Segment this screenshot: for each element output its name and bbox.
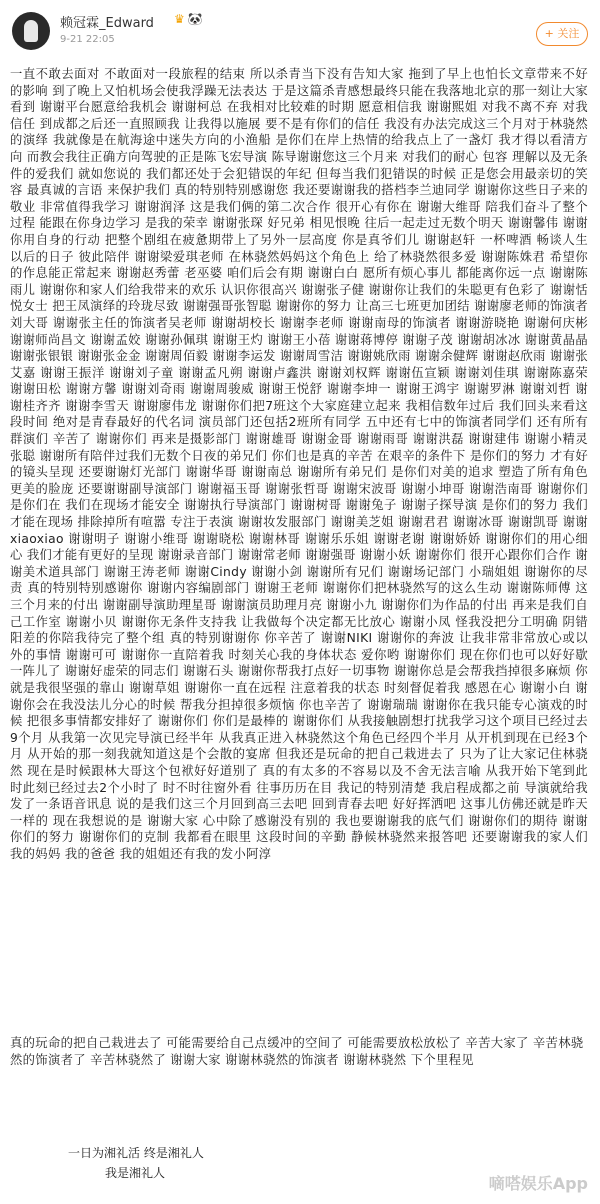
post-closing-text: 真的玩命的把自己栽进去了 可能需要给自己点缓冲的空间了 可能需要放松放松了 辛苦大家了 辛苦林骁然的饰演者了 辛苦林骁然了 谢谢大家 谢谢林骁然的饰演者 谢谢林骁然 下个里程见 <box>10 1036 584 1067</box>
watermark: 嘀嗒娱乐App <box>488 1174 588 1193</box>
post-body-text: 一直不敢去面对 不敢面对一段旅程的结束 所以杀青当下没有告知大家 拖到了早上也怕长文章带来不好的影响 到了晚上又怕机场会使我浮躁无法表达 于是这篇杀青感想最终只能在我落地北京的那一刻让大家看到 谢谢平台愿意给我机会 谢谢柯总 在我相对比较难的时期 愿意相信我 谢谢熙姐 对我不离不弃 对我信任 到成都之后还一直照顾我 让我得以施展 要不是有你们的信任 我没有办法完成这三个月对于林骁然的演绎 我就像是在航海途中迷失方向的小渔船 是你们在岸上热情的给我点上了一盏灯 我才得以看清方向 而教会我往正确方向驾驶的正是陈飞宏导演 陈导谢谢您这三个月来 对我们的耐心 包容 理解以及无条件的爱我们 就如您说的 我们都还处于会犯错误的年纪 但每当我们犯错误的时候 正是您会用最亲切的笑容 最真诚的言语 来保护我们 真的特别特别感谢您 我还要谢谢我的搭档李兰迪同学 谢谢你这些日子来的敬业 非常值得我学习 谢谢润泽 这是我们俩的第二次合作 很开心有你在 谢谢大维哥 陪我们奋斗了整个过程 能跟在你身边学习 是我的荣幸 谢谢张琛 好兄弟 相见恨晚 往后一起走过无数个明天 谢谢馨伟 谢谢你用自身的行动 把整个剧组在疲惫期带上了另外一层高度 你是真爷们儿 谢谢赵轩 一杯啤酒 畅谈人生 以后的日子 彼此陪伴 谢谢梁爱琪老师 在林骁然妈妈这个角色上 给了林骁然很多爱 谢谢陈姝君 希望你的作息能正常起来 谢谢赵秀蕾 老巫婆 咱们后会有期 谢谢白白 愿所有烦心事儿 都能离你远一点 谢谢陈雨儿 谢谢你和家人们给我带来的欢乐 认识你很高兴 谢谢张子健 谢谢你让我们的朱聪更有色彩了 谢谢恬悦女士 把王凤演绎的玲珑尽致 谢谢强哥张智聪 谢谢你的努力 让高三七班更加团结 谢谢廖老师的饰演者刘大哥 谢谢张主任的饰演者吴老师 谢谢胡校长 谢谢李老师 谢谢南母的饰演者 谢谢游晓艳 谢谢何庆彬 谢谢师尚昌文 谢谢孟姣 谢谢孙佩琪 谢谢王灼 谢谢王小蓓 谢谢蒋博停 谢谢子茂 谢谢胡冰冰 谢谢黄晶晶 谢谢张银银 谢谢张金金 谢谢周佰毅 谢谢李运发 谢谢周雪洁 谢谢姚欣雨 谢谢余健辉 谢谢赵欣雨 谢谢张艾嘉 谢谢王振洋 谢谢刘子童 谢谢孟凡朔 谢谢卢鑫洪 谢谢刘权辉 谢谢伍宣颖 谢谢刘佳琪 谢谢陈嘉荣 谢谢田松 谢谢方馨 谢谢刘奇雨 谢谢周骏威 谢谢王悦舒 谢谢李坤一 谢谢王鸿宇 谢谢罗淋 谢谢刘哲 谢谢桂齐齐 谢谢李雪天 谢谢廖伟龙 谢谢你们把7班这个大家庭建立起来 我相信数年过后 我们回头来看这段时间 绝对是青春最好的代名词 演员部门还包括2班所有同学 五中还有七中的饰演者同学们 还有所有群演们 辛苦了 谢谢你们 再来是摄影部门 谢谢雄哥 谢谢金哥 谢谢雨哥 谢谢洪磊 谢谢建伟 谢谢小精灵张聪 谢谢所有陪伴过我们无数个日夜的弟兄们 你们也是真的辛苦 在艰辛的条件下 是你们的努力 才有好的镜头呈现 还要谢谢灯光部门 谢谢华哥 谢谢南总 谢谢所有弟兄们 是你们对美的追求 塑造了所有角色更美的脸庞 还要谢谢副导演部门 谢谢福玉哥 谢谢张哲哥 谢谢宋波哥 谢谢小坤哥 谢谢浩南哥 谢谢你们 是你们在 我们在现场才能安全 谢谢执行导演部门 谢谢树哥 谢谢兔子 谢谢子探导演 是你们的努力 我们才能在现场 排除掉所有喧嚣 专注于表演 谢谢妆发服部门 谢谢美芝姐 谢谢君君 谢谢冰哥 谢谢凯哥 谢谢xiaoxiao 谢谢明子 谢谢小维哥 谢谢晓松 谢谢林哥 谢谢乐乐姐 谢谢老谢 谢谢娇娇 谢谢你们的用心细心 我们才能有更好的呈现 谢谢录音部门 谢谢常老师 谢谢强哥 谢谢小妖 谢谢你们 很开心跟你们合作 谢谢美术道具部门 谢谢王涛老师 谢谢Cindy 谢谢小剑 谢谢所有兄们 谢谢场记部门 小瑞姐姐 谢谢你的尽责 真的特别特别感谢你 谢谢内容编剧部门 谢谢王老师 谢谢你们把林骁然写的这么生动 谢谢陈师傅 这三个月来的付出 谢谢副导演助理星哥 谢谢演员助理月亮 谢谢小九 谢谢你们为作品的付出 再来是我们自己工作室 谢谢小贝 谢谢你无条件支持我 让我做每个决定都无比放心 谢谢小凤 怪我没把分工明确 阴错阳差的你陪我待完了整个组 真的特别谢谢你 你辛苦了 谢谢NIKI 谢谢你的奔波 让我非常非常放心或以外的事情 谢谢可可 谢谢你一直陪着我 时刻关心我的身体状态 爱你哟 谢谢你们 现在你们也可以好好歇一阵儿了 谢谢好虚荣的同志们 谢谢石头 谢谢你帮我打点好一切事物 谢谢你总是会帮我挡掉很多麻烦 你就是我很坚强的靠山 谢谢草姐 谢谢你一直在远程 注意着我的状态 时刻督促着我 感恩在心 谢谢小白 谢谢你会在我没法儿分心的时候 帮我分担掉很多烦恼 你也辛苦了 谢谢瑞瑞 谢谢你在我只能专心演戏的时候 把很多事情都安排好了 谢谢你们 你们是最棒的 谢谢你们 从我接触剧想打扰我学习这个项目已经过去9个月 从我第一次见完导演已经半年 从我真正进入林骁然这个角色已经四个半月 从开机到现在已经3个月 从开始的那一刻我就知道这是个会散的宴席 但我还是玩命的把自己栽进去了 只为了让大家记住林骁然 现在是时候跟林大哥这个包袱好好道别了 真的有太多的不容易以及不舍无法言喻 从我开始下笔到此时此刻已经过去2个小时了 时不时往窗外看 往事历历在目 我记的特别清楚 我启程成都之前 导演就给我发了一条语音讯息 说的是我们这三个月回到高三去吧 回到青春去吧 好好挥洒吧 这事儿仿佛还就是昨天一样的 现在我想说的是 谢谢大家 心中除了感谢没有别的 我也要谢谢我的底气们 谢谢你们的期待 谢谢你们的努力 谢谢你们的克制 我都看在眼里 这段时间的辛勤 静候林骁然来报答吧 还要谢谢我的家人们 我的妈妈 我的爸爸 我的姐姐还有我的发小阿淳 <box>10 67 593 861</box>
avatar[interactable] <box>12 12 50 50</box>
username[interactable]: 赖冠霖_Edward <box>60 16 154 31</box>
signature-line-1: 一日为湘礼活 终是湘礼人 <box>68 1146 204 1160</box>
post-header <box>0 0 600 60</box>
panda-icon: 🐼 <box>187 12 203 26</box>
post-timestamp: 9-21 22:05 <box>60 34 115 45</box>
user-badges <box>174 12 203 26</box>
follow-button[interactable]: + 关注 <box>536 22 588 46</box>
crown-icon: ♛ <box>174 12 185 26</box>
signature-line-2: 我是湘礼人 <box>105 1166 166 1180</box>
avatar-figure <box>24 20 38 42</box>
post-signature <box>68 1143 204 1183</box>
